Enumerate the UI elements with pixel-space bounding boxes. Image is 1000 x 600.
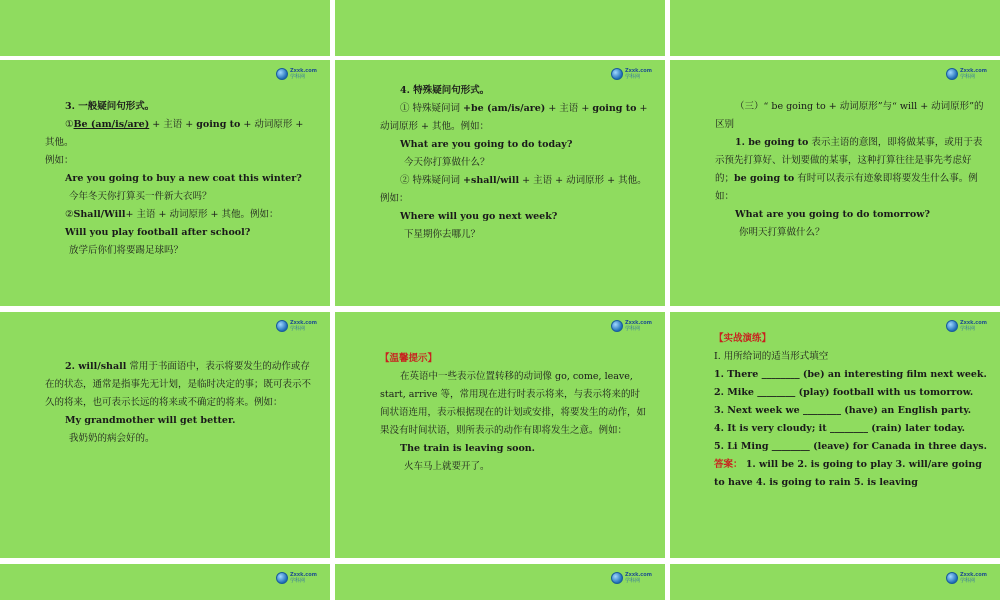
zxxk-logo: Zxxk.com 学科网 [276, 67, 320, 81]
slide-practice [670, 312, 1000, 558]
slide-top-left [0, 0, 330, 56]
globe-icon [276, 68, 288, 80]
example-cn: 我奶奶的病会好的。 [69, 433, 155, 444]
slide-top-right [670, 0, 1000, 56]
practice-item: 3. Next week we ________ (have) an English party. [714, 405, 972, 416]
globe-icon [276, 572, 288, 584]
practice-item: 2. Mike ________ (play) football with us tomorrow. [714, 387, 974, 398]
globe-icon [611, 68, 623, 80]
practice-instruction: Ⅰ. 用所给词的适当形式填空 [714, 351, 829, 362]
zxxk-logo: Zxxk.com 学科网 [611, 571, 655, 585]
example-2-en: Will you play football after school? [65, 227, 251, 238]
zxxk-logo: Zxxk.com 学科网 [946, 319, 990, 333]
example-en: The train is leaving soon. [400, 443, 535, 454]
example-2-cn: 下星期你去哪儿？ [404, 229, 481, 240]
example-1-en: Are you going to buy a new coat this winter? [65, 173, 302, 184]
slide-warm-tip [335, 312, 665, 558]
slide-bottom-middle [335, 564, 665, 600]
paragraph: 在英语中一些表示位置转移的动词像 go, come, leave, start, arrive 等，常用现在进行时表示将来，与表示将来的时间状语连用，表示根据现在的计划或安排，将要发生的动作，如果没有时间状语，则所表示的动作有即将发生之意。例如： [380, 371, 647, 436]
slide-top-middle [335, 0, 665, 56]
globe-icon [611, 320, 623, 332]
rule-2: ② 特殊疑问词 +shall/will + 主语 + 动词原形 + 其他。例如： [380, 175, 647, 204]
slide-wh-question [335, 60, 665, 306]
zxxk-logo: Zxxk.com 学科网 [946, 67, 990, 81]
globe-icon [946, 572, 958, 584]
globe-icon [276, 320, 288, 332]
example-2-en: Where will you go next week? [400, 211, 558, 222]
example-cn: 你明天打算做什么？ [739, 227, 825, 238]
slide-bottom-right [670, 564, 1000, 600]
slide-yes-no-question [0, 60, 330, 306]
paragraph-1: 1. be going to 表示主语的意图，即将做某事，或用于表示预先打算好、计划要做的某事，这种打算往往是事先考虑好的；be going to 有时可以表示有迹象即将要发生什么事。例如： [715, 137, 983, 202]
practice-heading: 【实战演练】 [714, 333, 772, 344]
example-en: What are you going to do tomorrow? [735, 209, 930, 220]
example-cn: 火车马上就要开了。 [404, 461, 490, 472]
tip-heading: 【温馨提示】 [380, 353, 438, 364]
zxxk-logo: Zxxk.com 学科网 [946, 571, 990, 585]
paragraph: 2. will/shall 常用于书面语中，表示将要发生的动作或存在的状态，通常是指事先无计划，是临时决定的事；既可表示不久的将来，也可表示长远的将来或不确定的将来。例如： [45, 361, 312, 408]
slide-will-shall [0, 312, 330, 558]
slide-going-to-vs-will [670, 60, 1000, 306]
slide-bottom-left [0, 564, 330, 600]
zxxk-logo: Zxxk.com 学科网 [276, 319, 320, 333]
slide-title: （三）“ be going to + 动词原形”与“ will + 动词原形”的区别 [715, 101, 984, 130]
rule-1: ①Be (am/is/are) + 主语 + going to + 动词原形 + 其他。 [45, 119, 304, 148]
slide-title: 4. 特殊疑问句形式。 [400, 85, 490, 96]
practice-item: 1. There ________ (be) an interesting film next week. [714, 369, 987, 380]
answer: 答案： 1. will be 2. is going to play 3. will/are going to have 4. is going to rain 5. is leaving [714, 459, 982, 488]
globe-icon [611, 572, 623, 584]
zxxk-logo: Zxxk.com 学科网 [611, 319, 655, 333]
example-1-cn: 今天你打算做什么？ [404, 157, 490, 168]
example-2-cn: 放学后你们将要踢足球吗？ [69, 245, 184, 256]
rule-2: ②Shall/Will+ 主语 + 动词原形 + 其他。例如： [65, 209, 279, 220]
example-en: My grandmother will get better. [65, 415, 236, 426]
example-1-en: What are you going to do today? [400, 139, 573, 150]
globe-icon [946, 68, 958, 80]
slide-title: 3. 一般疑问句形式。 [65, 101, 155, 112]
example-label: 例如： [45, 155, 74, 166]
rule-1: ① 特殊疑问词 +be (am/is/are) + 主语 + going to + 动词原形 + 其他。例如： [380, 103, 648, 132]
zxxk-logo: Zxxk.com 学科网 [611, 67, 655, 81]
example-1-cn: 今年冬天你打算买一件新大衣吗？ [69, 191, 212, 202]
zxxk-logo: Zxxk.com 学科网 [276, 571, 320, 585]
practice-item: 4. It is very cloudy; it ________ (rain) later today. [714, 423, 965, 434]
practice-item: 5. Li Ming ________ (leave) for Canada in three days. [714, 441, 987, 452]
